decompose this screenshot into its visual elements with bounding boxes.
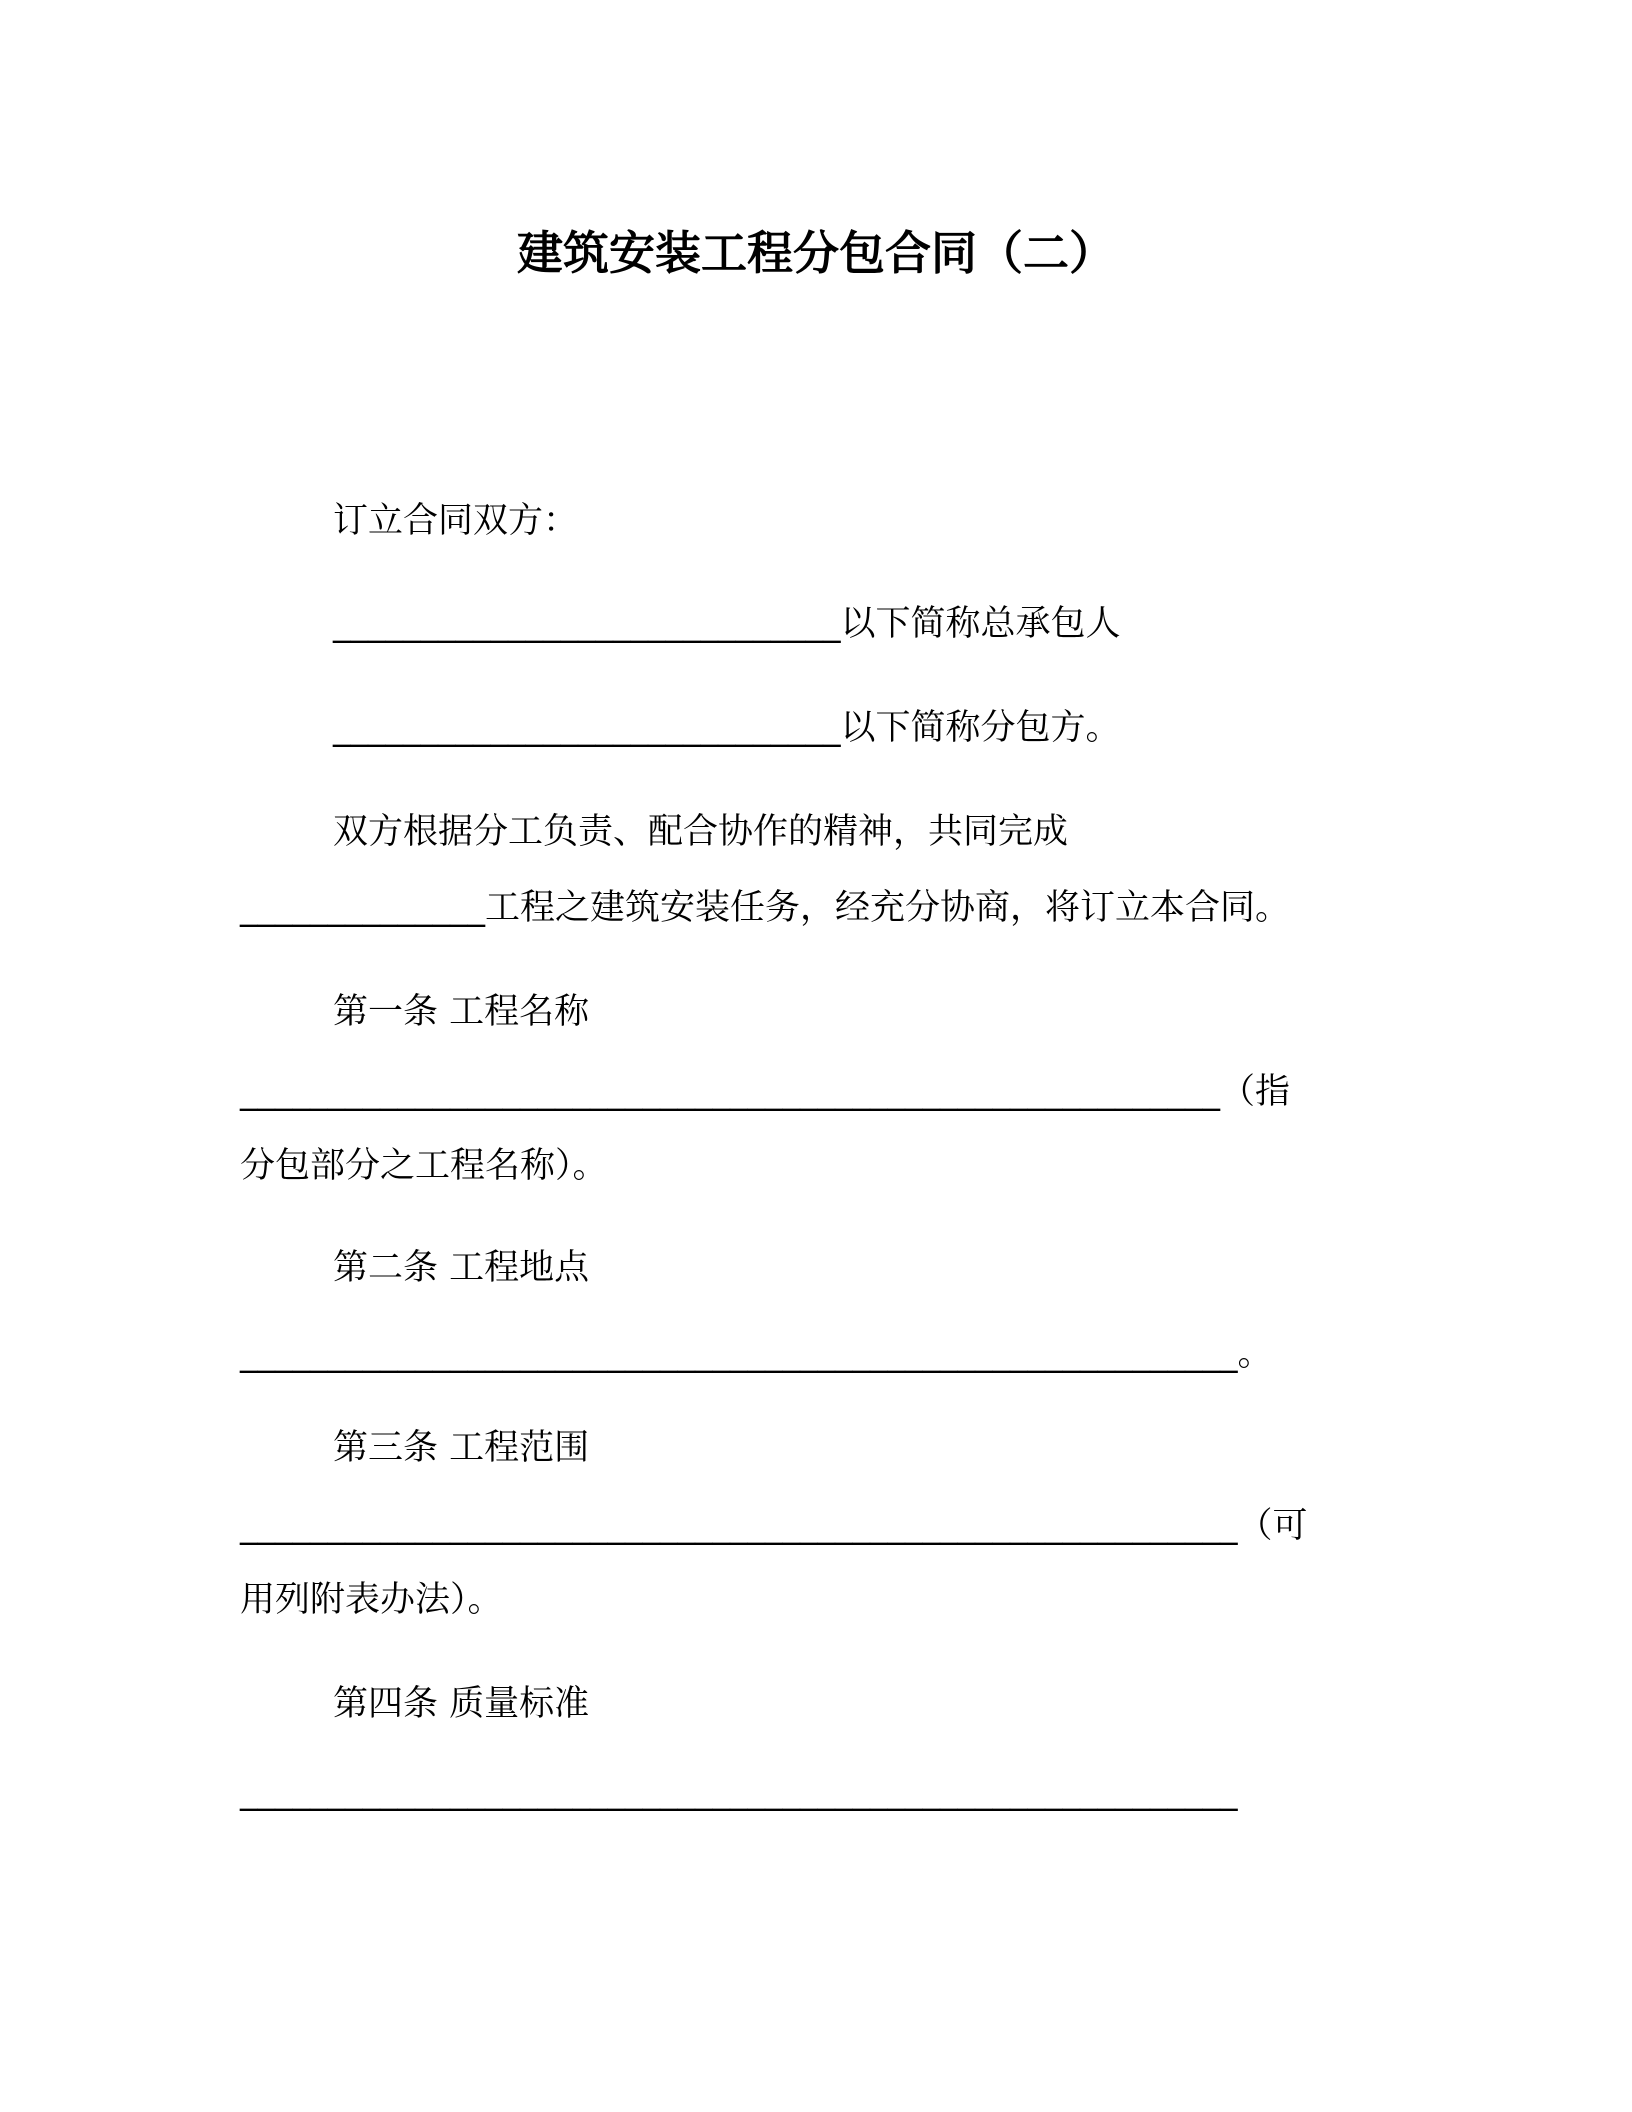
article-3-note: 用列附表办法）。 [240, 1580, 503, 1620]
article-4-heading: 第四条 质量标准 [333, 1684, 590, 1724]
article-3-heading: 第三条 工程范围 [333, 1428, 590, 1468]
article-1-heading: 第一条 工程名称 [333, 992, 590, 1032]
article-2-blank-line: _________________________________________________________。 [240, 1334, 1273, 1374]
article-3-blank-line: _________________________________________________________（可 [240, 1506, 1308, 1546]
purpose-paragraph-line-1: 双方根据分工负责、配合协作的精神，共同完成 [333, 812, 1069, 852]
purpose-paragraph-line-2: ______________工程之建筑安装任务，经充分协商，将订立本合同。 [240, 888, 1291, 928]
article-1-blank-line: ________________________________________________________（指 [240, 1072, 1291, 1112]
article-4-blank-line: _________________________________________________________ [240, 1772, 1238, 1812]
article-1-note: 分包部分之工程名称）。 [240, 1146, 608, 1186]
subcontractor-line: _____________________________以下简称分包方。 [333, 708, 1121, 748]
article-2-heading: 第二条 工程地点 [333, 1248, 590, 1288]
contracting-parties-heading: 订立合同双方： [333, 501, 579, 541]
document-title: 建筑安装工程分包合同（二） [517, 226, 1115, 280]
general-contractor-line: _____________________________以下简称总承包人 [333, 604, 1121, 644]
